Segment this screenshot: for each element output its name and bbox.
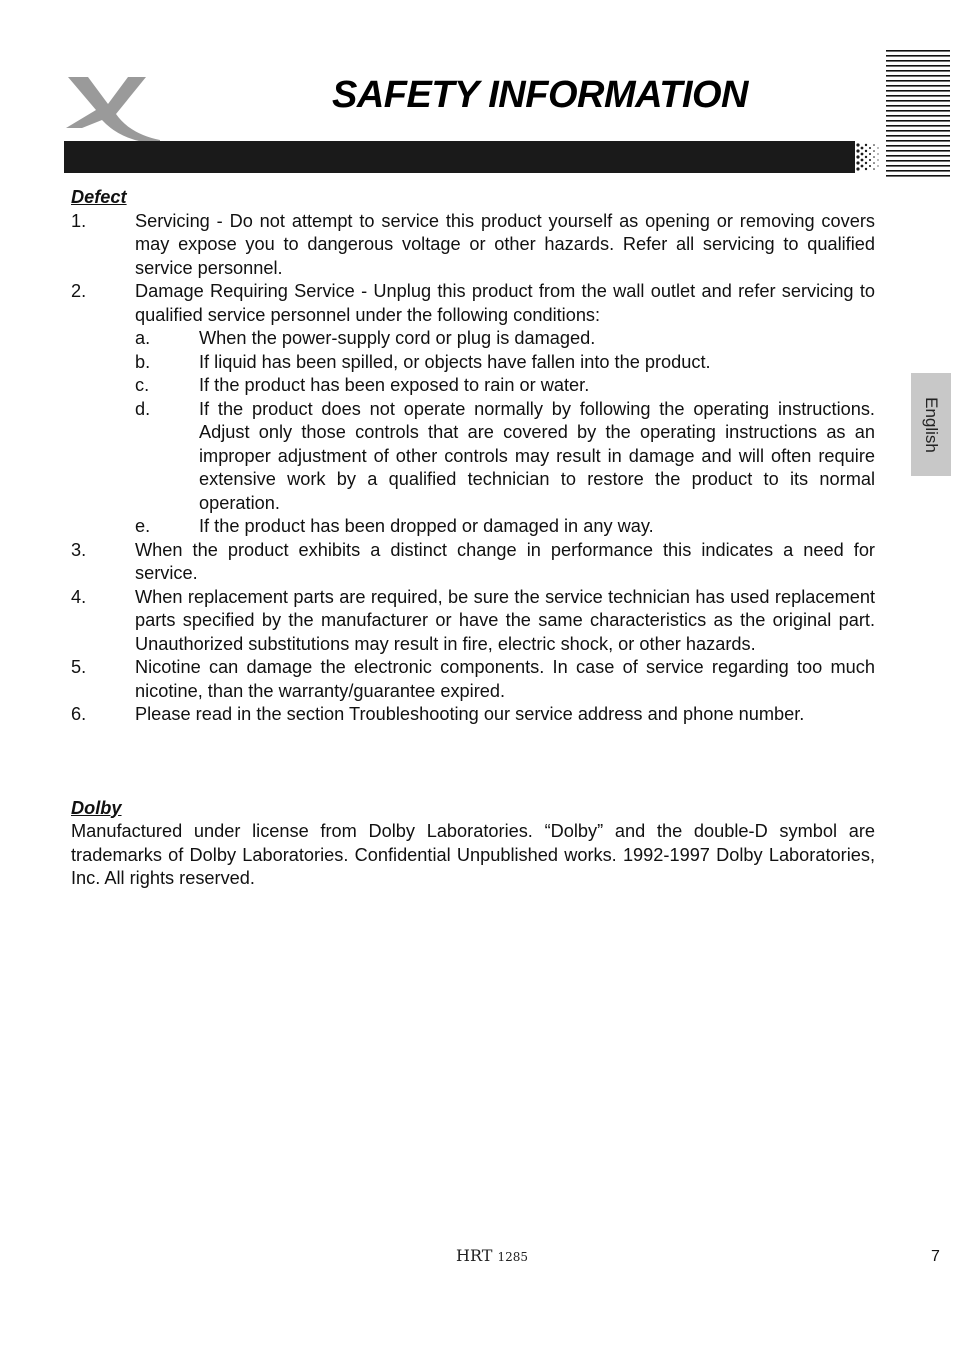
sub-list-item: [135, 374, 875, 398]
dolby-paragraph: Manufactured under license from Dolby Laboratories. “Dolby” and the double-D symbol are trademarks of Dolby Laboratories. Confidential Unpublished works. 1992-1997 Dolby Laboratories, Inc. All rights reserved.: [71, 821, 875, 888]
language-tab-label: English: [922, 396, 941, 453]
page-number: 7: [931, 1248, 940, 1265]
list-number: 4.: [71, 586, 87, 607]
list-text: When replacement parts are required, be sure the service technician has used replacement parts specified by the manufacturer or have the same characteristics as the original part. Unauthorized substitutions may result in fire, electric shock, or other hazards.: [135, 586, 875, 654]
list-text: Servicing - Do not attempt to service this product yourself as opening or removing covers may expose you to dangerous voltage or other hazards. Refer all servicing to qualified service personnel.: [135, 210, 875, 278]
main-content: [71, 186, 875, 891]
list-item: [71, 586, 875, 657]
list-item: [71, 280, 875, 327]
sub-list-letter: a.: [135, 328, 151, 348]
sub-list-text: If the product has been dropped or damaged in any way.: [199, 516, 654, 536]
page-title: SAFETY INFORMATION: [331, 74, 749, 116]
model-name: [456, 1246, 528, 1265]
sub-list-item: [135, 398, 875, 516]
header-bar: [64, 141, 881, 173]
list-item: [71, 210, 875, 281]
list-text: Nicotine can damage the electronic components. In case of service regarding too much nicotine, than the warranty/guarantee expired.: [135, 657, 875, 701]
sub-list-letter: d.: [135, 398, 151, 419]
list-number: 2.: [71, 281, 87, 301]
decorative-stripes: [886, 50, 950, 178]
language-tab[interactable]: [911, 373, 951, 476]
list-item: [71, 656, 875, 703]
sub-list-text: If the product does not operate normally by following the operating instructions. Adjust only those controls that are covered by the operating instructions as an improper adjustment of other controls may result in damage and will often require extensive work by a qualified technician to restore the product to its normal operation.: [199, 398, 875, 513]
list-number: 1.: [71, 210, 87, 231]
list-text: When the product exhibits a distinct change in performance this indicates a need for service.: [135, 539, 875, 583]
sub-list-letter: c.: [135, 375, 150, 395]
sub-list-letter: e.: [135, 516, 151, 536]
list-text: Please read in the section Troubleshooting our service address and phone number.: [135, 704, 805, 724]
sub-list-item: [135, 327, 875, 351]
section-heading-dolby: Dolby: [71, 797, 122, 818]
model-prefix: HRT: [456, 1246, 493, 1265]
sub-list-item: [135, 351, 875, 375]
list-item: [71, 703, 875, 727]
model-number: 1285: [497, 1250, 529, 1264]
section-heading-defect: Defect: [71, 187, 127, 207]
sub-list-letter: b.: [135, 351, 151, 372]
list-text: Damage Requiring Service - Unplug this product from the wall outlet and refer servicing to qualified service personnel under the following conditions:: [135, 281, 875, 325]
halftone-dots-icon: [841, 141, 881, 173]
list-number: 3.: [71, 539, 87, 560]
sub-list-text: If liquid has been spilled, or objects have fallen into the product.: [199, 351, 711, 372]
list-number: 6.: [71, 704, 87, 724]
sub-list-text: If the product has been exposed to rain or water.: [199, 375, 590, 395]
sub-list-item: [135, 515, 875, 539]
list-number: 5.: [71, 657, 87, 677]
sub-list-text: When the power-supply cord or plug is damaged.: [199, 328, 596, 348]
list-item: [71, 539, 875, 586]
